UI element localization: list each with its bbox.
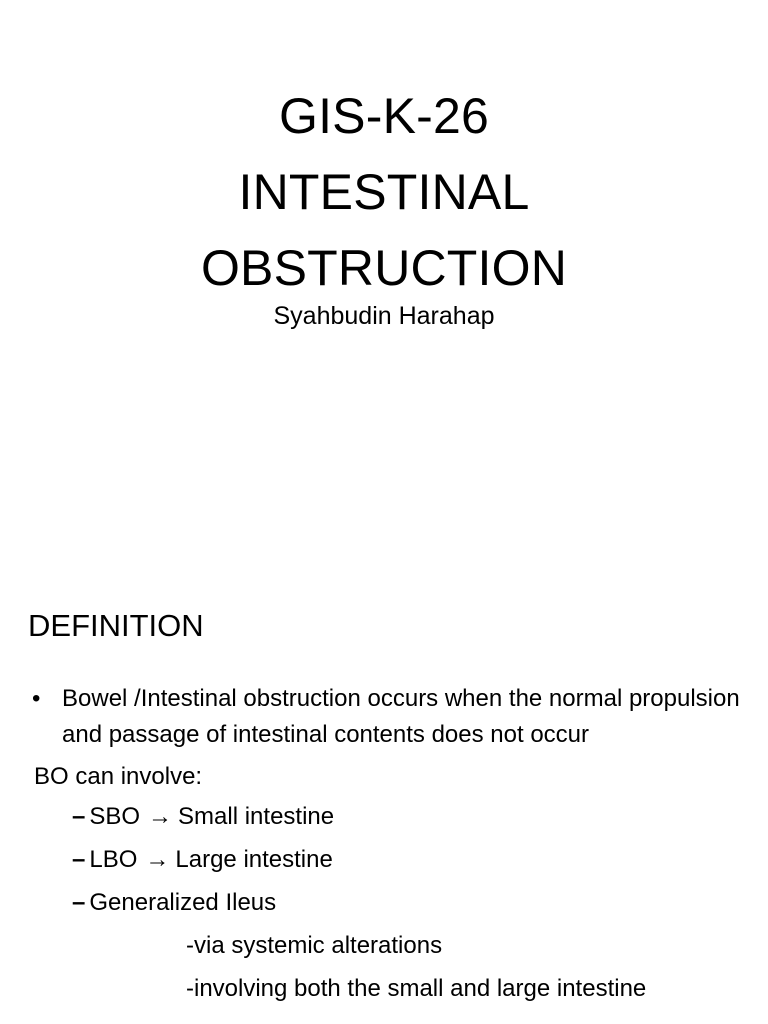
- item-abbr: LBO: [89, 846, 138, 873]
- title-block: [0, 78, 768, 333]
- dash-icon: –: [72, 803, 86, 830]
- dash-icon: –: [72, 846, 86, 873]
- sub-item-both-intestines: -involving both the small and large intestine: [186, 975, 647, 1002]
- title-line-1: GIS-K-26: [279, 88, 489, 144]
- list-item-lbo: [26, 838, 746, 881]
- author-name: Syahbudin Harahap: [273, 302, 495, 330]
- definition-slide: [0, 576, 768, 1024]
- bullet-icon: •: [32, 685, 41, 712]
- title-line-2: INTESTINAL: [238, 164, 530, 220]
- item-text: Generalized Ileus: [89, 889, 277, 916]
- arrow-right-icon: →: [148, 803, 173, 830]
- arrow-right-icon: →: [145, 846, 170, 873]
- title-line-3: OBSTRUCTION: [200, 240, 568, 296]
- sub-item-systemic: -via systemic alterations: [186, 932, 443, 959]
- item-meaning: Small intestine: [178, 803, 335, 830]
- dash-icon: –: [72, 889, 86, 916]
- slide-content: [26, 681, 746, 1010]
- definition-text: Bowel /Intestinal obstruction occurs when the normal propulsion and passage of intestinal contents does not occur: [62, 685, 740, 748]
- item-meaning: Large intestine: [175, 846, 333, 873]
- item-abbr: SBO: [89, 803, 141, 830]
- bo-intro: BO can involve:: [34, 763, 203, 790]
- definition-bullet: [26, 681, 746, 753]
- list-item-sbo: [26, 795, 746, 838]
- list-item-generalized: [26, 881, 746, 924]
- slide-heading: DEFINITION: [28, 608, 204, 643]
